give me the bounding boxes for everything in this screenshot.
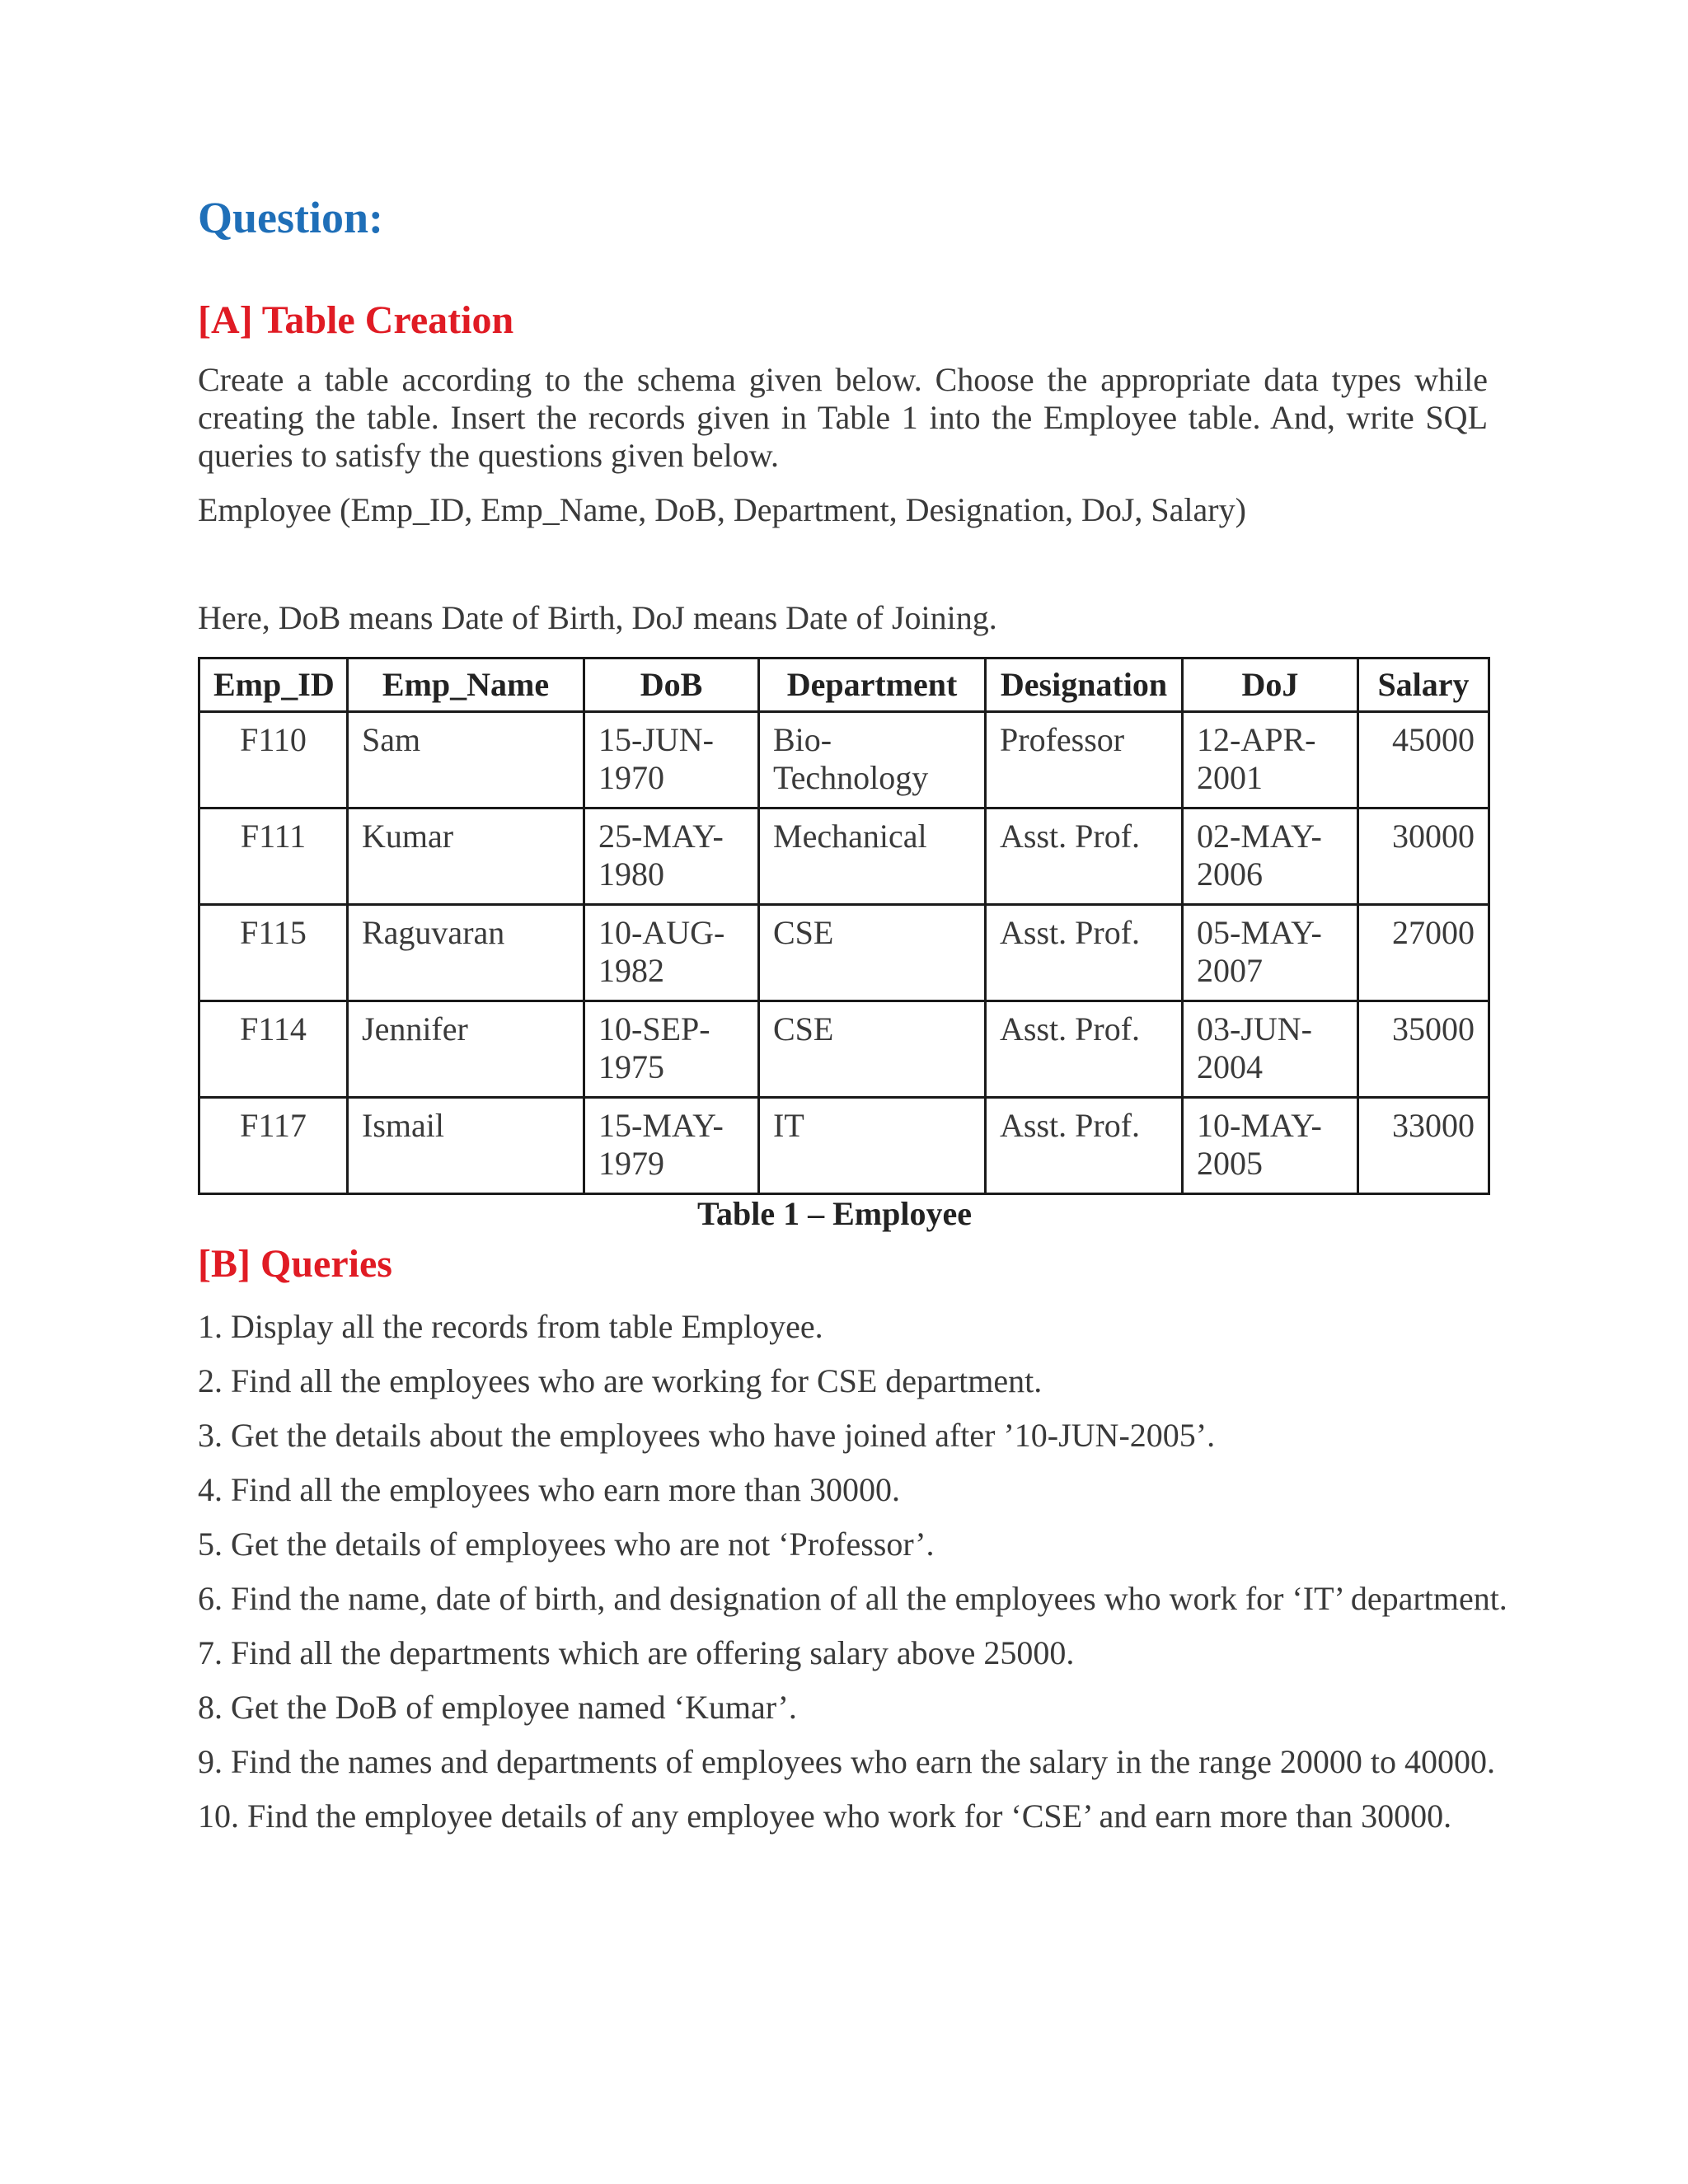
abbreviation-note: Here, DoB means Date of Birth, DoJ means Date of Joining. [198,599,997,636]
doj-cell: 02-MAY- 2006 [1183,808,1358,905]
dob-cell: 10-SEP- 1975 [584,1001,759,1098]
column-header: Department [759,658,986,712]
query-item: 9. Find the names and departments of employees who earn the salary in the range 20000 to 40000. [198,1743,1496,1780]
emp-id-cell: F110 [199,712,348,808]
query-item: 7. Find all the departments which are offering salary above 25000. [198,1634,1075,1671]
column-header: DoJ [1183,658,1358,712]
query-item: 4. Find all the employees who earn more than 30000. [198,1471,901,1508]
section-b-heading: [B] Queries [198,1242,392,1286]
salary-cell: 33000 [1358,1098,1489,1194]
queries-list [198,1308,1517,1852]
emp-id-cell: F114 [199,1001,348,1098]
department-cell: Bio- Technology [759,712,986,808]
intro-paragraph: Create a table according to the schema given below. Choose the appropriate data types while creating the table. Insert the records given in Table 1 into the Employee table. And, write SQL queries to satisfy the questions given below. [198,361,1488,474]
column-header: Emp_ID [199,658,348,712]
emp-name-cell: Sam [348,712,584,808]
employee-table [198,657,1490,1195]
dob-cell: 15-JUN- 1970 [584,712,759,808]
query-item: 8. Get the DoB of employee named ‘Kumar’. [198,1689,797,1726]
query-item: 3. Get the details about the employees who have joined after ’10-JUN-2005’. [198,1417,1216,1454]
query-item: 6. Find the name, date of birth, and designation of all the employees who work for ‘IT’ department. [198,1580,1507,1617]
page-title: Question: [198,193,384,242]
doj-cell: 12-APR- 2001 [1183,712,1358,808]
salary-cell: 45000 [1358,712,1489,808]
designation-cell: Asst. Prof. [986,808,1183,905]
table-caption: Table 1 – Employee [697,1195,972,1232]
salary-cell: 27000 [1358,905,1489,1001]
column-header: Emp_Name [348,658,584,712]
column-header: Designation [986,658,1183,712]
table-row [199,712,1489,808]
section-a-heading: [A] Table Creation [198,298,514,342]
table-row [199,1098,1489,1194]
column-header: Salary [1358,658,1489,712]
doj-cell: 03-JUN- 2004 [1183,1001,1358,1098]
designation-cell: Professor [986,712,1183,808]
dob-cell: 10-AUG- 1982 [584,905,759,1001]
emp-name-cell: Jennifer [348,1001,584,1098]
query-item: 1. Display all the records from table Employee. [198,1308,823,1345]
query-item: 2. Find all the employees who are working for CSE department. [198,1362,1043,1399]
query-item: 5. Get the details of employees who are not ‘Professor’. [198,1526,935,1563]
table-row [199,808,1489,905]
department-cell: IT [759,1098,986,1194]
dob-cell: 15-MAY- 1979 [584,1098,759,1194]
emp-name-cell: Raguvaran [348,905,584,1001]
department-cell: CSE [759,905,986,1001]
emp-name-cell: Ismail [348,1098,584,1194]
designation-cell: Asst. Prof. [986,905,1183,1001]
doj-cell: 05-MAY- 2007 [1183,905,1358,1001]
emp-id-cell: F115 [199,905,348,1001]
department-cell: CSE [759,1001,986,1098]
table-row [199,905,1489,1001]
table-row [199,1001,1489,1098]
doj-cell: 10-MAY- 2005 [1183,1098,1358,1194]
emp-id-cell: F117 [199,1098,348,1194]
query-item: 10. Find the employee details of any employee who work for ‘CSE’ and earn more than 30000. [198,1797,1452,1835]
emp-id-cell: F111 [199,808,348,905]
table-header-row [199,658,1489,712]
department-cell: Mechanical [759,808,986,905]
schema-text: Employee (Emp_ID, Emp_Name, DoB, Department, Designation, DoJ, Salary) [198,491,1246,528]
dob-cell: 25-MAY- 1980 [584,808,759,905]
column-header: DoB [584,658,759,712]
designation-cell: Asst. Prof. [986,1098,1183,1194]
salary-cell: 35000 [1358,1001,1489,1098]
designation-cell: Asst. Prof. [986,1001,1183,1098]
emp-name-cell: Kumar [348,808,584,905]
salary-cell: 30000 [1358,808,1489,905]
